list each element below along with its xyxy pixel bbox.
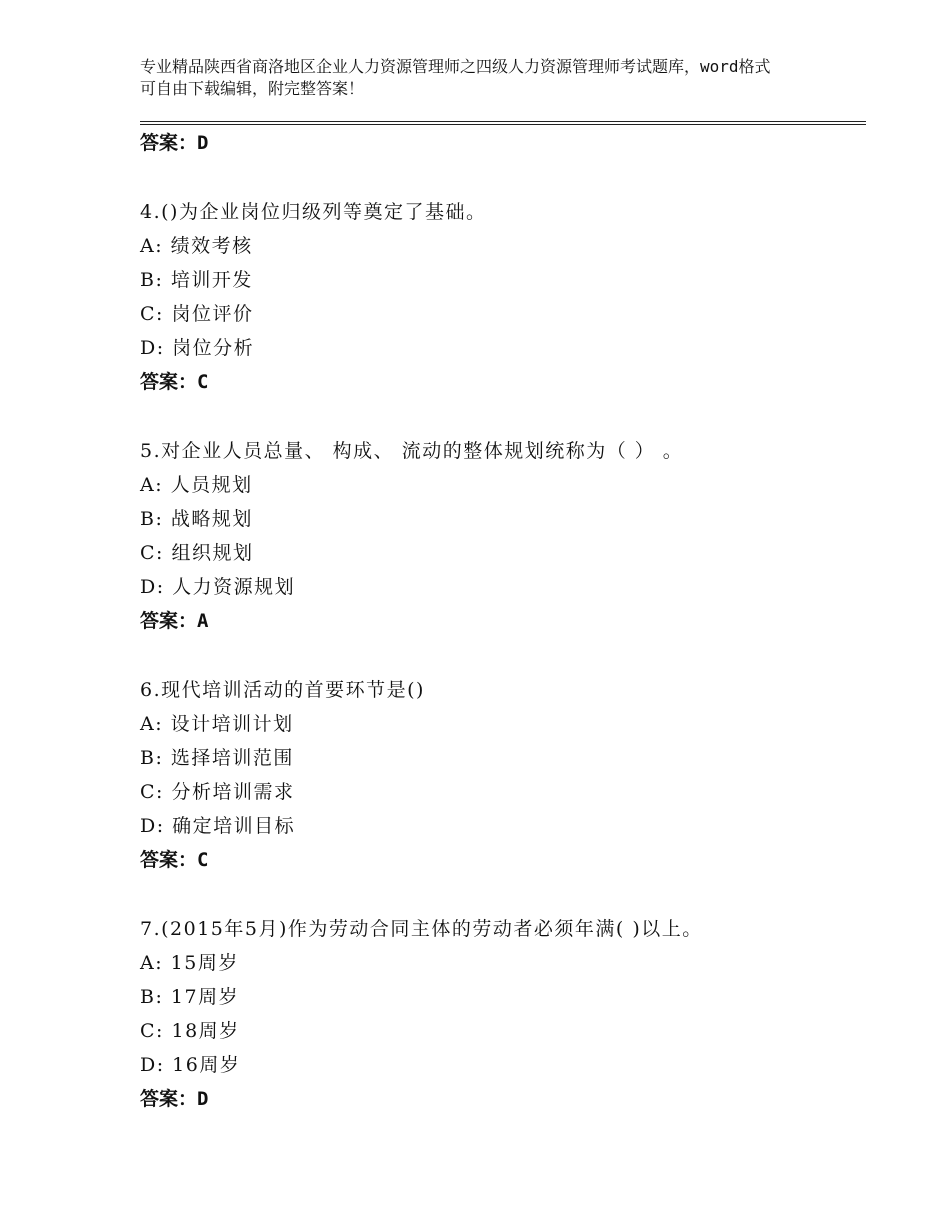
question-4-stem: 4.()为企业岗位归级列等奠定了基础。 — [140, 201, 487, 223]
question-4-option-a: A: 绩效考核 — [140, 235, 253, 257]
question-7-option-d: D: 16周岁 — [140, 1054, 241, 1076]
question-5-option-a: A: 人员规划 — [140, 474, 253, 496]
question-7-answer: 答案：D — [140, 1088, 209, 1110]
header-divider — [140, 121, 866, 125]
question-4-option-c: C: 岗位评价 — [140, 303, 254, 325]
question-4-option-b: B: 培训开发 — [140, 269, 253, 291]
question-5-option-d: D: 人力资源规划 — [140, 576, 296, 598]
previous-answer: 答案：D — [140, 132, 209, 154]
question-5-answer: 答案：A — [140, 610, 209, 632]
question-6-option-a: A: 设计培训计划 — [140, 713, 294, 735]
question-7-option-a: A: 15周岁 — [140, 952, 239, 974]
question-6-stem: 6.现代培训活动的首要环节是() — [140, 679, 425, 701]
question-6-option-b: B: 选择培训范围 — [140, 747, 294, 769]
question-5-stem: 5.对企业人员总量、 构成、 流动的整体规划统称为（ ） 。 — [140, 440, 684, 462]
question-7-option-c: C: 18周岁 — [140, 1020, 240, 1042]
question-4-option-d: D: 岗位分析 — [140, 337, 255, 359]
question-7-option-b: B: 17周岁 — [140, 986, 240, 1008]
question-6-option-c: C: 分析培训需求 — [140, 781, 295, 803]
question-5-option-c: C: 组织规划 — [140, 542, 254, 564]
question-5-option-b: B: 战略规划 — [140, 508, 253, 530]
document-header: 专业精品陕西省商洛地区企业人力资源管理师之四级人力资源管理师考试题库，word格式可自由下载编辑，附完整答案！ — [140, 57, 771, 98]
question-7-stem: 7.(2015年5月)作为劳动合同主体的劳动者必须年满( )以上。 — [140, 918, 703, 940]
question-4-answer: 答案：C — [140, 371, 209, 393]
question-6-answer: 答案：C — [140, 849, 209, 871]
question-6-option-d: D: 确定培训目标 — [140, 815, 296, 837]
